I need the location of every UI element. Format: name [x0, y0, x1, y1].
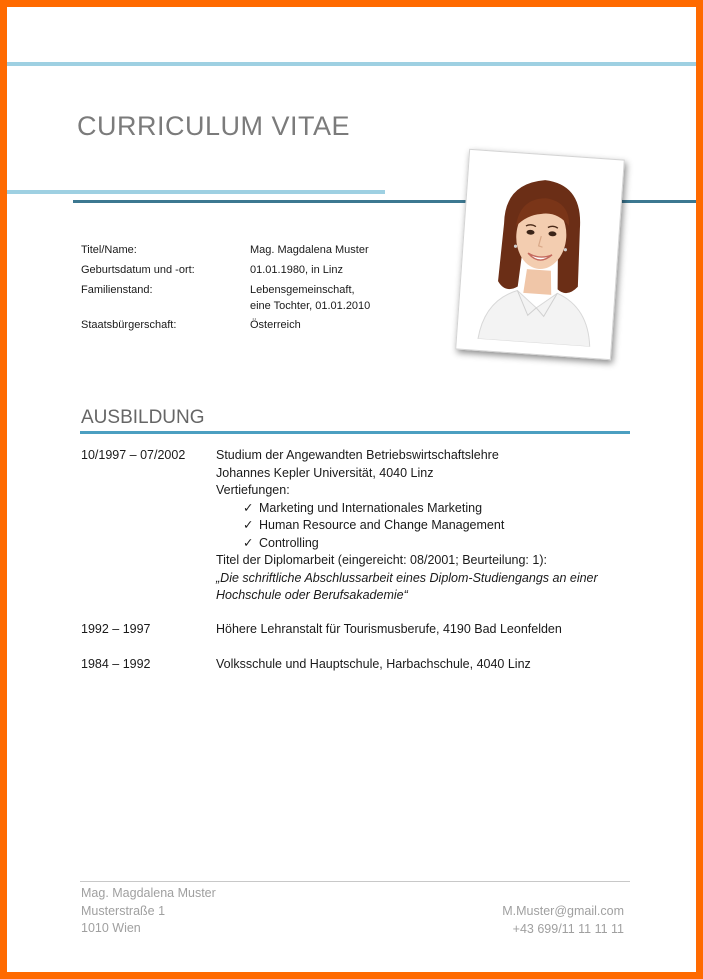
family-status-label: Familienstand:: [81, 284, 153, 296]
citizenship-value: Österreich: [250, 319, 301, 331]
cv-page: [7, 7, 696, 972]
header-divider-light: [7, 190, 385, 194]
footer-email[interactable]: M.Muster@gmail.com: [502, 904, 624, 918]
footer-name: Mag. Magdalena Muster: [81, 886, 216, 900]
specialization-item: ✓ Human Resource and Change Management: [216, 517, 636, 535]
footer-street: Musterstraße 1: [81, 903, 166, 918]
education-date-2: 1992 – 1997: [81, 622, 151, 636]
birth-label: Geburtsdatum und -ort:: [81, 264, 195, 276]
specialization-item: ✓ Marketing und Internationales Marketing: [216, 500, 636, 518]
education-entry-3: Volksschule und Hauptschule, Harbachschule, 4040 Linz: [216, 657, 531, 671]
family-status-value: [250, 282, 370, 314]
name-value: Mag. Magdalena Muster: [250, 244, 369, 256]
check-icon: ✓: [243, 535, 254, 550]
top-divider: [7, 62, 696, 66]
birth-value: 01.01.1980, in Linz: [250, 264, 343, 276]
specializations-label: Vertiefungen:: [216, 483, 290, 497]
education-entry-2: Höhere Lehranstalt für Tourismusberufe, 4190 Bad Leonfelden: [216, 622, 562, 636]
footer-divider: [80, 881, 630, 882]
profile-photo-frame: [455, 149, 625, 360]
education-date-3: 1984 – 1992: [81, 657, 151, 671]
education-divider: [80, 431, 630, 434]
family-status-line-1: Lebensgemeinschaft,: [250, 284, 355, 296]
family-status-line-2: eine Tochter, 01.01.2010: [250, 300, 371, 312]
education-entry-1: [216, 447, 636, 605]
education-date-1: 10/1997 – 07/2002: [81, 448, 186, 462]
thesis-title-line-2: Hochschule oder Berufsakademie“: [216, 588, 408, 602]
check-icon: ✓: [243, 500, 254, 515]
name-label: Titel/Name:: [81, 244, 137, 256]
profile-photo: [468, 162, 612, 348]
check-icon: ✓: [243, 518, 254, 532]
footer-city: 1010 Wien: [81, 921, 141, 935]
thesis-title-line-1: „Die schriftliche Abschlussarbeit eines Diplom-Studiengangs an einer: [216, 570, 598, 585]
education-heading: AUSBILDUNG: [81, 407, 205, 428]
study-title: Studium der Angewandten Betriebswirtschaftslehre: [216, 448, 499, 462]
footer-address: [81, 885, 216, 938]
citizenship-label: Staatsbürgerschaft:: [81, 319, 177, 331]
specialization-item: ✓ Controlling: [216, 535, 636, 553]
thesis-label: Titel der Diplomarbeit (eingereicht: 08/2001; Beurteilung: 1):: [216, 553, 547, 567]
footer-phone: +43 699/11 11 11 11: [512, 921, 624, 936]
university: Johannes Kepler Universität, 4040 Linz: [216, 465, 434, 480]
footer-contact: [502, 903, 624, 938]
page-title: CURRICULUM VITAE: [77, 111, 351, 141]
